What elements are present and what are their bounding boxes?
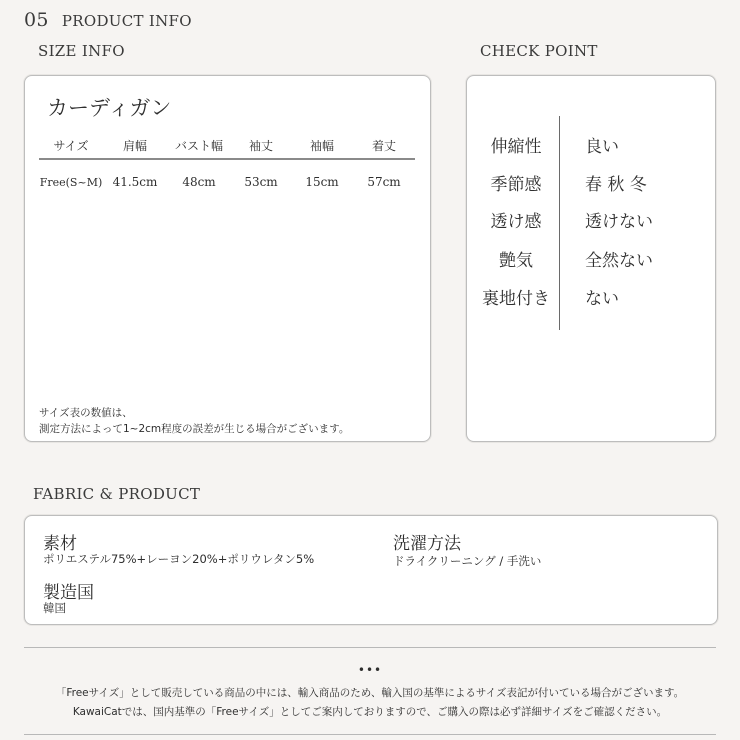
origin-label: 製造国 — [43, 583, 94, 603]
check-point-value: 透けない — [585, 212, 653, 232]
check-point-heading: CHECK POINT — [480, 42, 598, 60]
section-number: 05 — [24, 9, 49, 31]
column-header: 袖丈 — [231, 132, 291, 159]
footer-note-line: 「Freeサイズ」として販売している商品の中には、輸入商品のため、輸入国の基準によるサイズ表記が付いている場合がございます。 — [55, 687, 685, 699]
section-title: PRODUCT INFO — [61, 12, 192, 30]
table-cell: 48cm — [182, 175, 216, 189]
check-point-label: 伸縮性 — [490, 137, 542, 157]
check-point-label: 艶気 — [499, 251, 533, 271]
table-cell: 15cm — [305, 175, 339, 189]
footer-note-line: KawaiCatでは、国内基準の「Freeサイズ」としてご案内しておりますので、ご購入の際は必ず詳細サイズをご確認ください。 — [72, 706, 668, 718]
table-cell: 41.5cm — [112, 175, 158, 189]
check-point-label: 透け感 — [490, 212, 542, 232]
table-cell: 57cm — [367, 175, 401, 189]
fabric-panel — [24, 515, 718, 625]
section-heading — [24, 9, 192, 31]
table-cell: 53cm — [244, 175, 278, 189]
size-table-header — [39, 132, 415, 159]
check-point-label: 季節感 — [490, 175, 542, 195]
material-label: 素材 — [43, 534, 77, 554]
size-info-heading: SIZE INFO — [38, 42, 125, 60]
size-note-line: 測定方法によって1~2cm程度の誤差が生じる場合がございます。 — [39, 423, 350, 435]
column-header: バスト幅 — [167, 132, 231, 159]
table-cell: Free(S~M) — [39, 175, 103, 189]
footer-divider-bottom — [24, 734, 716, 735]
wash-label: 洗濯方法 — [393, 534, 461, 554]
check-point-label: 裏地付き — [482, 289, 550, 309]
column-header: サイズ — [39, 132, 103, 159]
footer-dots: ••• — [357, 663, 383, 677]
check-point-value: 春 秋 冬 — [585, 175, 647, 195]
wash-value: ドライクリーニング / 手洗い — [393, 554, 542, 568]
column-header: 袖幅 — [291, 132, 353, 159]
product-name: カーディガン — [47, 96, 172, 120]
column-header: 肩幅 — [103, 132, 167, 159]
column-header: 着丈 — [353, 132, 415, 159]
check-point-value: 良い — [585, 137, 619, 157]
size-note — [39, 405, 349, 437]
fabric-heading: FABRIC & PRODUCT — [33, 485, 201, 503]
material-value: ポリエステル75%+レーヨン20%+ポリウレタン5% — [43, 552, 315, 566]
check-point-panel — [466, 75, 716, 442]
origin-value: 韓国 — [43, 601, 66, 615]
check-point-value: 全然ない — [585, 251, 653, 271]
table-row — [39, 159, 415, 204]
size-info-panel — [24, 75, 431, 442]
size-note-line: サイズ表の数値は、 — [39, 407, 133, 419]
footer-divider-top — [24, 647, 716, 648]
size-table — [39, 132, 415, 204]
check-point-value: ない — [585, 289, 619, 309]
